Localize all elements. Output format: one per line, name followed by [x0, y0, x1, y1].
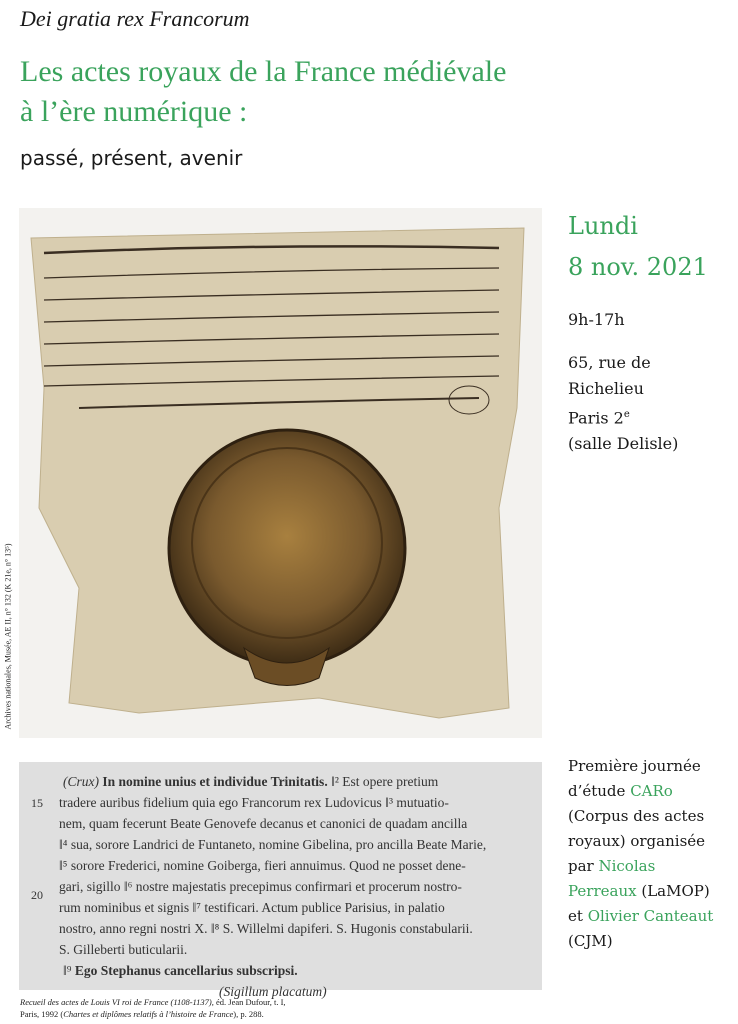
- project-name: CARo: [630, 782, 673, 800]
- organizers: Première journée d’étude CARo (Corpus des actes royaux) organisée par Nicolas Perreaux (LaMOP) et Olivier Canteaut (CJM): [568, 757, 714, 950]
- address-line: Paris 2e: [568, 408, 630, 428]
- edition-excerpt: [19, 762, 542, 999]
- edition-seal-note: (Sigillum placatum): [219, 984, 327, 999]
- event-day: Lundi: [568, 212, 638, 240]
- edition-line: nostro, anno regni nostri X. ‖⁸ S. Willelmi dapiferi. S. Hugonis constabularii.: [59, 921, 473, 936]
- edition-line: S. Gilleberti buticularii.: [59, 942, 188, 957]
- edition-line: ‖⁴ sua, sorore Landrici de Funtaneto, nomine Gibelina, pro ancilla Beate Marie,: [59, 837, 487, 852]
- event-date: 8 nov. 2021: [568, 253, 708, 281]
- edition-line: tradere auribus fidelium quia ego Francorum rex Ludovicus ‖³ mutuatio-: [59, 795, 449, 810]
- event-time: 9h-17h: [568, 310, 625, 329]
- edition-line: nem, quam fecerunt Beate Genovefe decanus et canonici de quadam ancilla: [59, 816, 468, 831]
- edition-line: gari, sigillo ‖⁶ nostre majestatis precepimus confirmari et procerum nostro-: [59, 879, 462, 894]
- photo-credit: [0, 505, 14, 735]
- address-sup: e: [623, 409, 630, 420]
- page-title: [20, 52, 506, 132]
- organizer-name: Olivier Canteaut: [587, 907, 714, 925]
- line-number: 20: [31, 888, 43, 902]
- subtitle: passé, présent, avenir: [20, 146, 243, 170]
- charter-photo: [19, 208, 542, 738]
- line-number: 15: [31, 796, 43, 810]
- organizer-name: Nicolas: [598, 857, 656, 875]
- photo-credit-text: Archives nationales, Musée, AE II, n° 132 (K 21e, n° 13⁵): [3, 543, 13, 730]
- organizer-name: Perreaux: [568, 882, 637, 900]
- citation: Recueil des actes de Louis VI roi de France (1108-1137), éd. Jean Dufour, t. I, Paris, 1992 (Chartes et diplômes relatifs à l’histoire de France), p. 288.: [20, 997, 286, 1019]
- edition-line: ‖⁵ sorore Frederici, nomine Goiberga, fieri annuimus. Quod ne posset dene-: [59, 858, 466, 873]
- event-address: [568, 350, 678, 457]
- address-line: (salle Delisle): [568, 434, 679, 454]
- address-line: Richelieu: [568, 379, 644, 398]
- title-line-1: Les actes royaux de la France médiévale: [20, 55, 507, 88]
- motto: Dei gratia rex Francorum: [20, 6, 250, 31]
- address-line: 65, rue de: [568, 353, 651, 372]
- title-line-2: à l’ère numérique :: [20, 95, 248, 128]
- edition-line: (Crux) In nomine unius et individue Trinitatis. ‖² Est opere pretium: [63, 774, 439, 789]
- edition-signature-line: ‖⁹ Ego Stephanus cancellarius subscripsi.: [63, 963, 298, 978]
- charter-image: [19, 208, 542, 738]
- seal: [169, 430, 405, 666]
- edition-line: rum nominibus et signis ‖⁷ testificari. Actum publice Parisius, in palatio: [59, 900, 445, 915]
